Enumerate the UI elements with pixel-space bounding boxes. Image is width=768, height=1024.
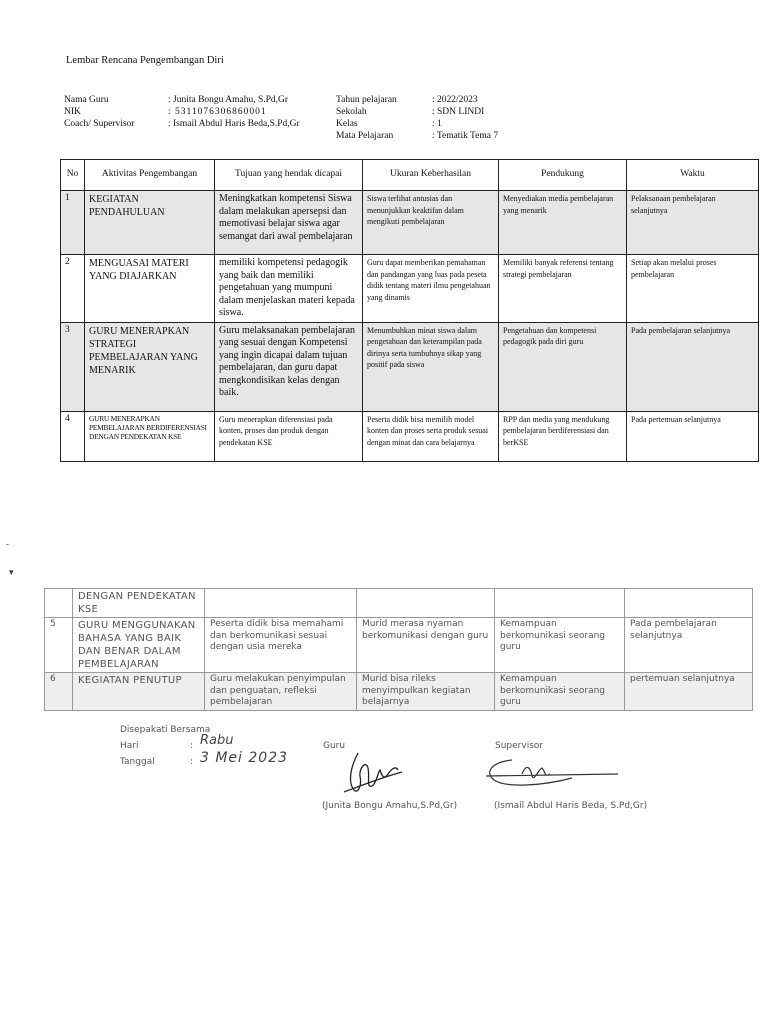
teacher-info (64, 94, 300, 130)
cell-waktu: Pada pertemuan selanjutnya (627, 411, 759, 461)
hari-separator: : (190, 741, 194, 751)
margin-arrow-mark: ▾ (9, 568, 14, 578)
table-row (61, 322, 759, 411)
table-row (61, 191, 759, 255)
cell-no: 5 (45, 618, 73, 673)
supervisor-name: (Ismail Abdul Haris Beda, S.Pd,Gr) (494, 801, 648, 811)
info-value-mapel: : Tematik Tema 7 (432, 131, 499, 141)
header-waktu: Waktu (627, 160, 759, 191)
info-label-nik: NIK (64, 107, 81, 117)
tanggal-label: Tanggal (120, 757, 155, 767)
development-plan-table (60, 159, 759, 462)
hari-handwritten-value: Rabu (200, 733, 234, 748)
header-aktivitas: Aktivitas Pengembangan (85, 160, 215, 191)
header-no: No (61, 160, 85, 191)
school-info (336, 94, 498, 142)
info-value-nik: : 5311076306860001 (168, 107, 267, 117)
cell-no (45, 589, 73, 618)
header-pendukung: Pendukung (499, 160, 627, 191)
table-row (45, 618, 753, 673)
cell-ukuran: Murid bisa rileks menyimpulkan kegiatan belajarnya (357, 673, 495, 711)
cell-pendukung: Menyediakan media pembelajaran yang menarik (499, 191, 627, 255)
info-label-mapel: Mata Pelajaran (336, 131, 394, 141)
info-label-sekolah: Sekolah (336, 107, 367, 117)
table-row (45, 673, 753, 711)
table-row (45, 589, 753, 618)
cell-tujuan: Meningkatkan kompetensi Siswa dalam melakukan apersepsi dan memotivasi belajar siswa agar semangat dari awal pembelajaran (215, 191, 363, 255)
cell-aktivitas: GURU MENGGUNAKAN BAHASA YANG BAIK DAN BENAR DALAM PEMBELAJARAN (73, 618, 205, 673)
table-header-row (61, 160, 759, 191)
info-label-nama-guru: Nama Guru (64, 95, 109, 105)
cell-tujuan (205, 589, 357, 618)
cell-tujuan: Guru menerapkan diferensiasi pada konten, proses dan produk dengan pendekatan KSE (215, 411, 363, 461)
cell-ukuran: Menumbuhkan minat siswa dalam pengetahuan dan keterampilan pada dirinya serta tumbuhnya sikap yang positif pada siswa (363, 322, 499, 411)
margin-dash-mark: - (6, 540, 10, 550)
cell-tujuan: Peserta didik bisa memahami dan berkomunikasi sesuai dengan usia mereka (205, 618, 357, 673)
tanggal-handwritten-value: 3 Mei 2023 (200, 750, 289, 766)
cell-ukuran (357, 589, 495, 618)
cell-waktu: Pada pembelajaran selanjutnya (627, 322, 759, 411)
header-ukuran: Ukuran Keberhasilan (363, 160, 499, 191)
supervisor-signature (482, 752, 622, 792)
info-value-sekolah: : SDN LINDI (432, 107, 485, 117)
cell-ukuran: Murid merasa nyaman berkomunikasi dengan guru (357, 618, 495, 673)
cell-pendukung: Pengetahuan dan kompetensi pedagogik pada diri guru (499, 322, 627, 411)
cell-pendukung (495, 589, 625, 618)
cell-no: 3 (61, 322, 85, 411)
table-row (61, 411, 759, 461)
cell-tujuan: Guru melaksanakan pembelajaran yang sesuai dengan Kompetensi yang ingin dicapai dalam tujuan pembelajaran, dan guru dapat mengkondisikan kelas dengan baik. (215, 322, 363, 411)
cell-no: 6 (45, 673, 73, 711)
info-value-kelas: : 1 (432, 119, 442, 129)
cell-aktivitas: KEGIATAN PENUTUP (73, 673, 205, 711)
info-label-coach: Coach/ Supervisor (64, 119, 135, 129)
cell-ukuran: Guru dapat memberikan pemahaman dan pandangan yang luas pada peseta didik tentang materi ilmu pengetahuan yang dinamis (363, 255, 499, 323)
cell-tujuan: Guru melakukan penyimpulan dan penguatan, refleksi pembelajaran (205, 673, 357, 711)
cell-no: 2 (61, 255, 85, 323)
header-tujuan: Tujuan yang hendak dicapai (215, 160, 363, 191)
cell-aktivitas: GURU MENERAPKAN PEMBELAJARAN BERDIFERENSIASI DENGAN PENDEKATAN KSE (85, 411, 215, 461)
supervisor-label: Supervisor (495, 741, 544, 751)
cell-aktivitas: GURU MENERAPKAN STRATEGI PEMBELAJARAN YANG MENARIK (85, 322, 215, 411)
cell-pendukung: RPP dan media yang mendukung pembelajaran berdiferensiasi dan berKSE (499, 411, 627, 461)
cell-waktu: Pada pembelajaran selanjutnya (625, 618, 753, 673)
cell-pendukung: Memiliki banyak referensi tentang strategi pembelajaran (499, 255, 627, 323)
cell-pendukung: Kemampuan berkomunikasi seorang guru (495, 673, 625, 711)
teacher-signature (340, 748, 410, 798)
cell-ukuran: Siswa terlihat antusias dan menunjukkan keaktifan dalam mengikuti pembelajaran (363, 191, 499, 255)
info-label-tahun: Tahun pelajaran (336, 95, 397, 105)
cell-no: 1 (61, 191, 85, 255)
document-title: Lembar Rencana Pengembangan Diri (66, 55, 224, 66)
cell-no: 4 (61, 411, 85, 461)
cell-waktu: Setiap akan melalui proses pembelajaran (627, 255, 759, 323)
cell-pendukung: Kemampuan berkomunikasi seorang guru (495, 618, 625, 673)
cell-waktu: pertemuan selanjutnya (625, 673, 753, 711)
continued-plan-table (44, 588, 753, 711)
cell-aktivitas: DENGAN PENDEKATAN KSE (73, 589, 205, 618)
guru-label: Guru (323, 741, 346, 751)
info-label-kelas: Kelas (336, 119, 358, 129)
teacher-name: (Junita Bongu Amahu,S.Pd,Gr) (322, 801, 458, 811)
cell-tujuan: memiliki kompetensi pedagogik yang baik dan memiliki pengetahuan yang mumpuni dalam menjelaskan materi kepada siswa. (215, 255, 363, 323)
cell-waktu (625, 589, 753, 618)
tanggal-separator: : (190, 757, 194, 767)
cell-waktu: Pelaksanaan pembelajaran selanjutnya (627, 191, 759, 255)
table-row (61, 255, 759, 323)
hari-label: Hari (120, 741, 139, 751)
cell-aktivitas: KEGIATAN PENDAHULUAN (85, 191, 215, 255)
info-value-tahun: : 2022/2023 (432, 95, 478, 105)
cell-ukuran: Peserta didik bisa memilih model konten dan proses serta produk sesuai dengan minat dan cara belajarnya (363, 411, 499, 461)
cell-aktivitas: MENGUASAI MATERI YANG DIAJARKAN (85, 255, 215, 323)
agreement-heading: Disepakati Bersama (120, 725, 211, 735)
info-value-nama-guru: : Junita Bongu Amahu, S.Pd,Gr (168, 95, 289, 105)
info-value-coach: : Ismail Abdul Haris Beda,S.Pd,Gr (168, 119, 300, 129)
